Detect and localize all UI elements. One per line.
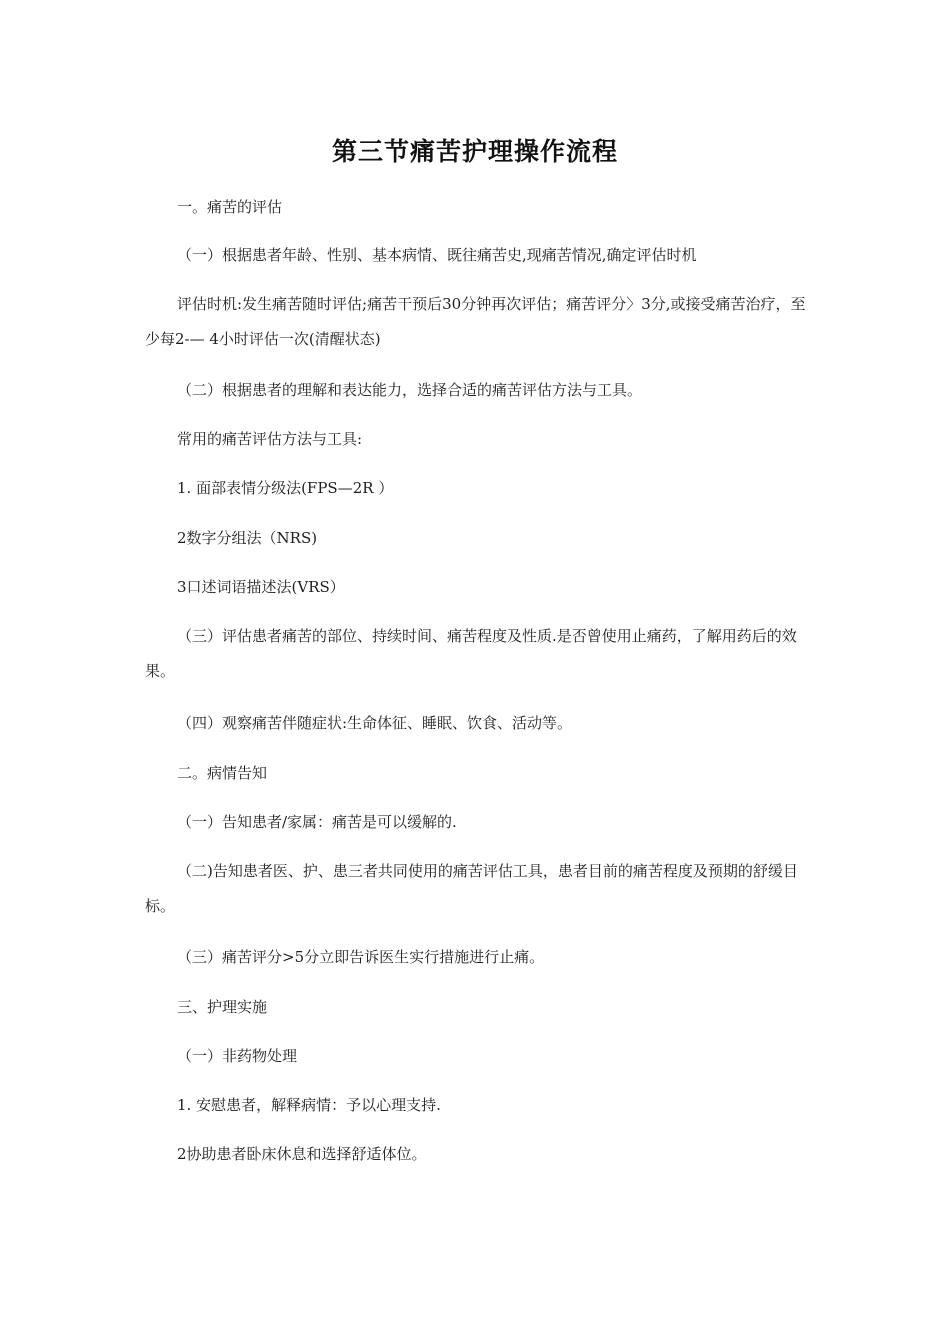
paragraph: 评估时机:发生痛苦随时评估;痛苦干预后30分钟再次评估；痛苦评分〉3分,或接受痛苦治疗，至少每2-— 4小时评估一次(清醒状态) [145,295,806,348]
paragraph: （一）根据患者年龄、性别、基本病情、既往痛苦史,现痛苦情况,确定评估时机 [177,246,697,264]
paragraph: （二）根据患者的理解和表达能力，选择合适的痛苦评估方法与工具。 [177,381,643,399]
paragraph: （三）评估患者痛苦的部位、持续时间、痛苦程度及性质.是否曾使用止痛药，了解用药后的效果。 [145,627,797,680]
paragraph: （三）痛苦评分>5分立即告诉医生实行措施进行止痛。 [177,948,545,966]
paragraph: （一）告知患者/家属：痛苦是可以缓解的. [177,813,457,831]
list-item: 2协助患者卧床休息和选择舒适体位。 [177,1145,427,1163]
document-title: 第三节痛苦护理操作流程 [331,137,618,166]
paragraph: （四）观察痛苦伴随症状:生命体征、睡眠、饮食、活动等。 [177,714,573,732]
list-item: 2数字分组法（NRS) [177,529,318,547]
list-item: 3口述词语描述法(VRS） [177,578,345,596]
list-item: 1. 面部表情分级法(FPS—2R ） [177,479,394,497]
section-heading-notification: 二。病情告知 [177,764,268,782]
list-item: 1. 安慰患者，解释病情：予以心理支持. [177,1096,441,1114]
section-heading-assessment: 一。痛苦的评估 [177,198,283,216]
paragraph: （二)告知患者医、护、患三者共同使用的痛苦评估工具，患者目前的痛苦程度及预期的舒缓目标。 [145,862,798,915]
paragraph: （一）非药物处理 [177,1047,298,1065]
paragraph: 常用的痛苦评估方法与工具: [177,430,363,448]
section-heading-nursing: 三、护理实施 [177,998,268,1016]
